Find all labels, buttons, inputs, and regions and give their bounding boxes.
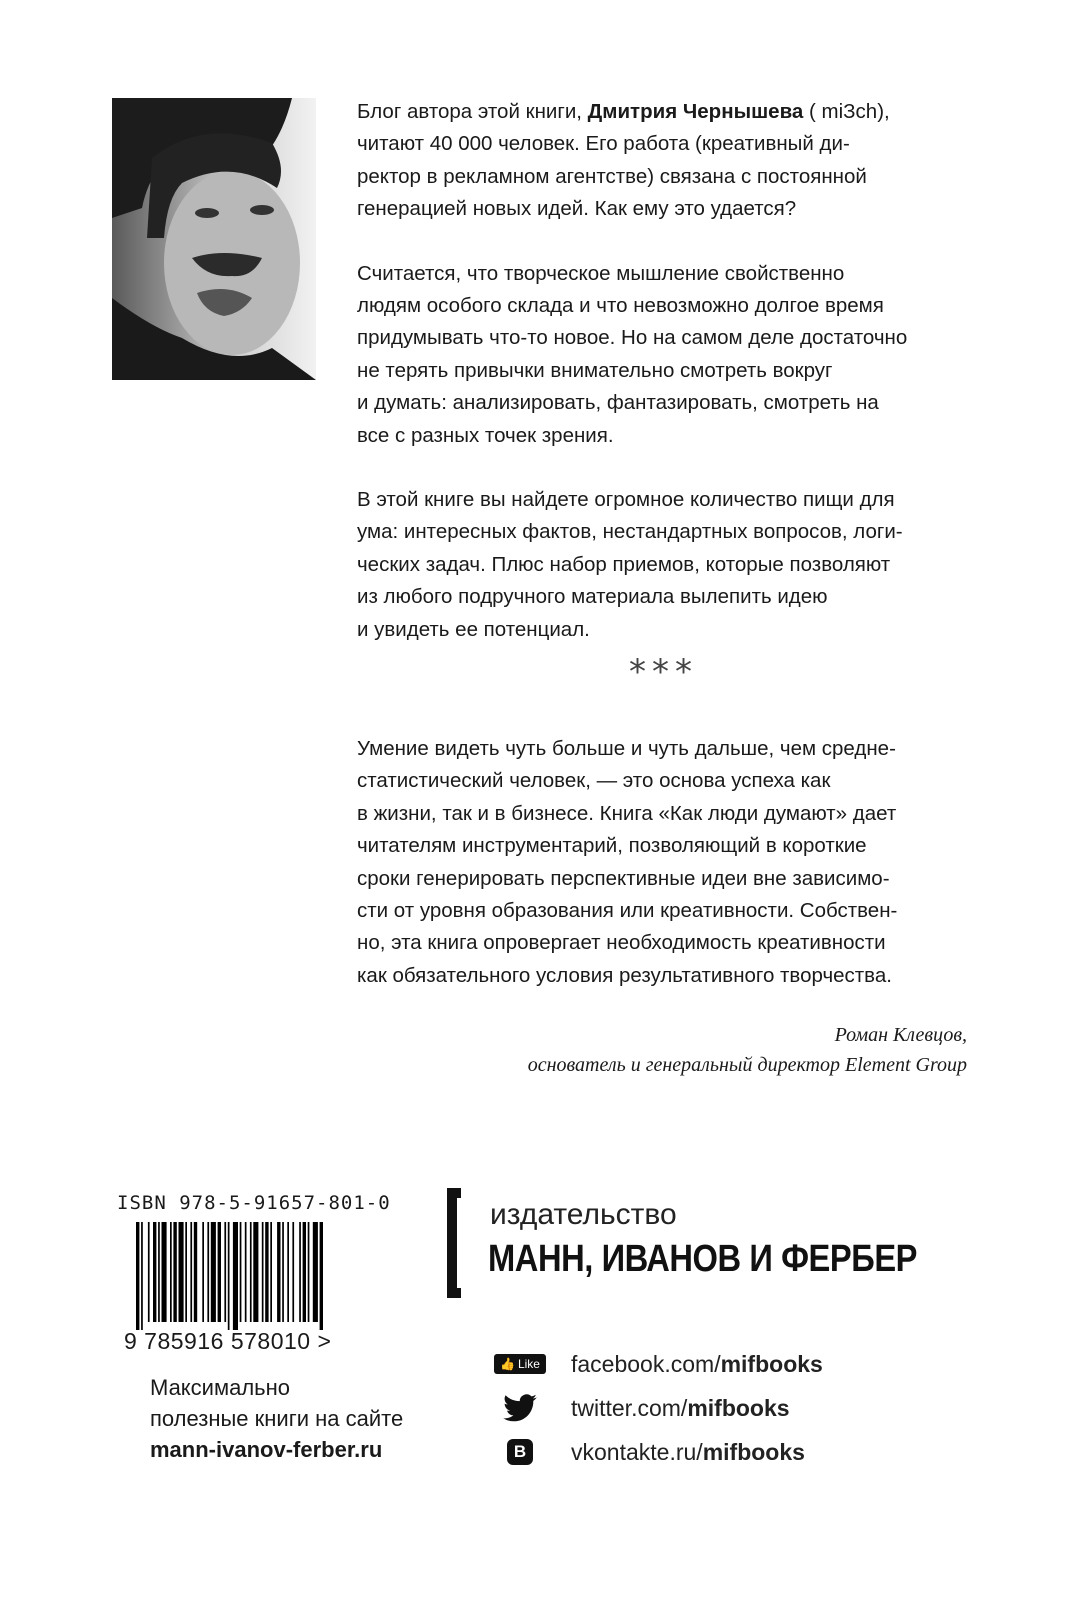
text-line: ума: интересных фактов, нестандартных вопросов, логи-: [357, 520, 903, 544]
barcode-digits: 9 785916 578010 >: [124, 1328, 332, 1354]
barcode-bar: [240, 1222, 242, 1322]
publisher-bracket-icon: [447, 1188, 461, 1298]
barcode-bar: [320, 1222, 323, 1330]
text-line: людям особого склада и что невозможно долгое время: [357, 294, 884, 318]
barcode-bar: [173, 1222, 176, 1322]
twitter-link[interactable]: twitter.com/mifbooks: [571, 1394, 790, 1421]
barcode-bar: [282, 1222, 284, 1322]
social-links: [485, 1342, 823, 1474]
quote-attribution: [528, 1020, 967, 1080]
barcode-bar: [224, 1222, 226, 1322]
barcode-bar: [162, 1222, 167, 1322]
barcode-bar: [141, 1222, 143, 1330]
text-line: и увидеть ее потенциал.: [357, 617, 590, 641]
section-separator: ***: [629, 652, 698, 692]
barcode-bar: [202, 1222, 204, 1322]
text-line: читателям инструментарий, позволяющий в короткие: [357, 834, 867, 858]
barcode-bar: [233, 1222, 238, 1330]
barcode: [136, 1222, 376, 1330]
like-icon: 👍 Like: [485, 1354, 555, 1374]
text-line: не терять привычки внимательно смотреть вокруг: [357, 358, 833, 382]
text-line: Умение видеть чуть больше и чуть дальше, чем средне-: [357, 737, 896, 760]
barcode-bar: [170, 1222, 172, 1322]
text-fragment: ( miЗch),: [803, 100, 890, 123]
barcode-bar: [303, 1222, 306, 1322]
site-info: [150, 1372, 403, 1465]
barcode-bar: [228, 1222, 230, 1330]
barcode-bar: [245, 1222, 247, 1322]
author-photo: [112, 98, 316, 380]
text-line: и думать: анализировать, фантазировать, смотреть на: [357, 391, 879, 415]
text-line: В этой книге вы найдете огромное количество пищи для: [357, 488, 895, 512]
text-line: читают 40 000 человек. Его работа (креативный ди-: [357, 132, 850, 156]
paragraph-3: [357, 484, 967, 646]
author-name: Дмитрия Чернышева: [587, 100, 804, 123]
site-tagline-1: Максимально: [150, 1375, 291, 1400]
intro-paragraph: [357, 96, 967, 226]
barcode-bar: [158, 1222, 160, 1322]
social-twitter[interactable]: [485, 1386, 823, 1430]
text-line: статистический человек, — это основа успеха как: [357, 769, 831, 793]
text-line: как обязательного условия результативного творчества.: [357, 963, 892, 987]
barcode-bar: [270, 1222, 272, 1322]
paragraph-2: [357, 258, 967, 452]
barcode-bar: [277, 1222, 280, 1322]
barcode-bar: [185, 1222, 187, 1322]
barcode-bar: [218, 1222, 221, 1322]
site-url[interactable]: mann-ivanov-ferber.ru: [150, 1437, 383, 1462]
review-quote: [357, 733, 967, 992]
barcode-bar: [148, 1222, 150, 1322]
twitter-bird-icon: [485, 1394, 555, 1422]
social-vk[interactable]: [485, 1430, 823, 1474]
text-line: в жизни, так и в бизнесе. Книга «Как люди думают» дает: [357, 801, 897, 825]
text-line: Считается, что творческое мышление свойственно: [357, 261, 845, 285]
barcode-bar: [194, 1222, 197, 1322]
barcode-bar: [313, 1222, 318, 1322]
text-line: сроки генерировать перспективные идеи вне зависимо-: [357, 866, 890, 890]
barcode-bar: [265, 1222, 268, 1322]
reviewer-role: основатель и генеральный директор Element Group: [527, 1054, 967, 1076]
isbn-number: ISBN 978-5-91657-801-0: [117, 1192, 391, 1214]
barcode-bar: [211, 1222, 216, 1322]
site-tagline-2: полезные книги на сайте: [150, 1406, 404, 1431]
text-line: [357, 96, 967, 128]
text-line: придумывать что-то новое. Но на самом деле достаточно: [357, 326, 908, 350]
text-line: сти от уровня образования или креативности. Собствен-: [357, 899, 898, 923]
vk-link[interactable]: vkontakte.ru/mifbooks: [571, 1438, 805, 1465]
barcode-bar: [292, 1222, 294, 1322]
barcode-bar: [207, 1222, 209, 1322]
barcode-bar: [179, 1222, 184, 1322]
text-line: из любого подручного материала вылепить идею: [357, 585, 828, 609]
barcode-bar: [250, 1222, 252, 1322]
barcode-bar: [136, 1222, 139, 1330]
vk-icon: В: [485, 1439, 555, 1465]
facebook-link[interactable]: facebook.com/mifbooks: [571, 1350, 823, 1377]
barcode-bar: [153, 1222, 156, 1322]
barcode-bar: [287, 1222, 289, 1322]
barcode-bar: [299, 1222, 301, 1322]
social-facebook[interactable]: [485, 1342, 823, 1386]
publisher-label: издательство: [490, 1198, 677, 1231]
text-fragment: Блог автора этой книги,: [357, 100, 588, 123]
text-line: ческих задач. Плюс набор приемов, которые позволяют: [357, 552, 891, 576]
text-line: генерацией новых идей. Как ему это удается?: [357, 197, 797, 221]
publisher-name: МАНН, ИВАНОВ И ФЕРБЕР: [488, 1238, 918, 1280]
text-line: ректор в рекламном агентстве) связана с постоянной: [357, 164, 867, 188]
reviewer-name: Роман Клевцов,: [834, 1024, 967, 1046]
barcode-bar: [190, 1222, 192, 1322]
barcode-bar: [262, 1222, 264, 1322]
description-text: [357, 96, 967, 678]
barcode-bar: [308, 1222, 310, 1322]
barcode-bar: [253, 1222, 258, 1322]
text-line: все с разных точек зрения.: [357, 423, 614, 447]
text-line: но, эта книга опровергает необходимость креативности: [357, 931, 886, 955]
